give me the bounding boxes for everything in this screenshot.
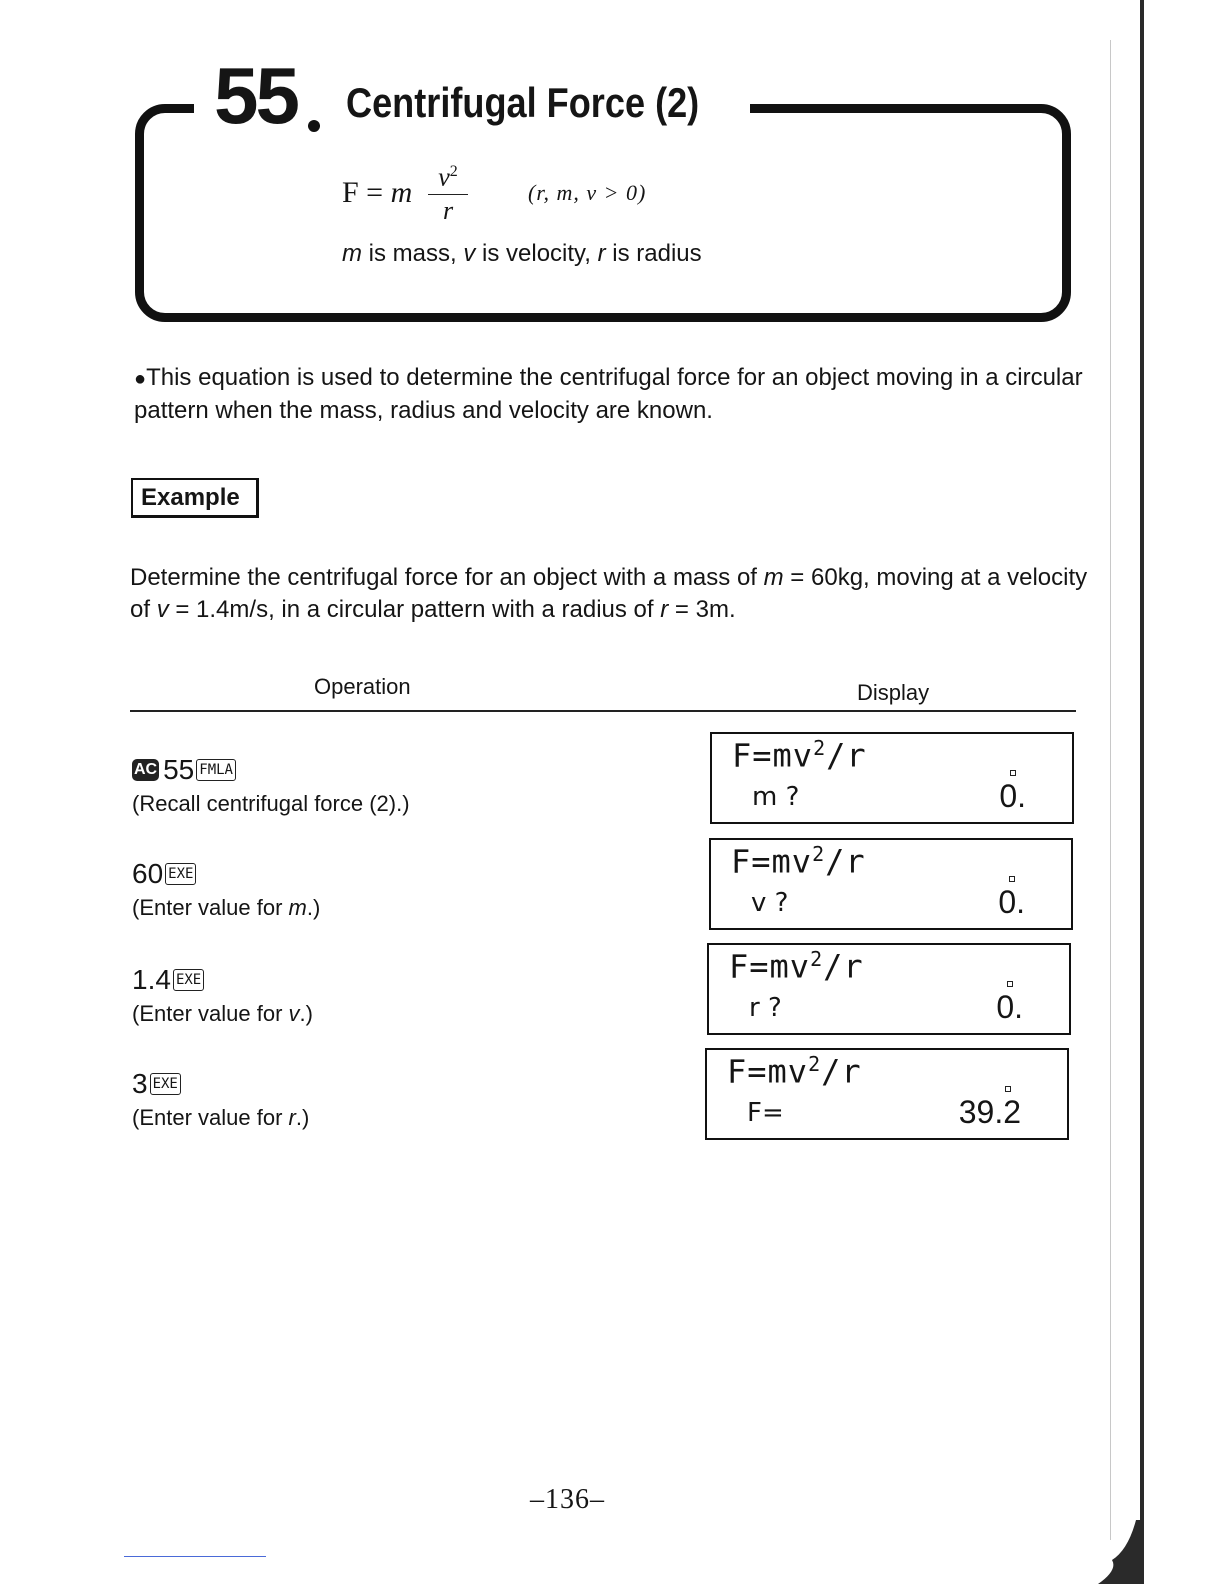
step-1-display: [710, 732, 1074, 824]
page-curl-shadow: [1098, 1520, 1142, 1584]
step-3-note: (Enter value for v.): [132, 1001, 313, 1026]
lcd-indicator-icon: [1010, 770, 1016, 776]
lcd-prompt: r ?: [749, 993, 782, 1023]
step-1-operation: [132, 754, 410, 818]
step-4-input: 3: [132, 1068, 148, 1099]
section-title: Centrifugal Force (2): [346, 79, 700, 126]
lcd-indicator-icon: [1005, 1086, 1011, 1092]
column-header-display: Display: [857, 680, 930, 705]
lcd-prompt: m ?: [752, 782, 800, 812]
lcd-prompt: v ?: [751, 888, 789, 918]
lcd-indicator-icon: [1009, 876, 1015, 882]
lcd-value: 0.: [996, 989, 1023, 1025]
variable-legend: m is mass, v is velocity, r is radius: [342, 240, 702, 267]
formula-condition: (r, m, v > 0): [528, 180, 647, 205]
step-1-note: (Recall centrifugal force (2).): [132, 791, 410, 816]
lcd-formula: $F=mv^2/r$: [731, 842, 866, 881]
lcd-formula: $F=mv^2/r$: [727, 1052, 862, 1091]
lcd-value: 39.2: [958, 1094, 1021, 1130]
fraction-bar: [428, 194, 468, 195]
step-3-keys: [132, 964, 313, 996]
example-problem: Determine the centrifugal force for an object with a mass of m = 60kg, moving at a velocity of v = 1.4m/s, in a circular pattern with a radius of r = 3m.: [130, 564, 1088, 623]
page-number: –136–: [530, 1484, 605, 1515]
page-fold-line: [1110, 40, 1111, 1540]
formula-lhs: F = m: [342, 176, 413, 209]
step-3-display: [707, 943, 1071, 1035]
fmla-key: FMLA: [196, 759, 236, 781]
section-number: 55: [214, 51, 297, 140]
step-3-operation: [132, 964, 313, 1028]
step-4-operation: [132, 1068, 309, 1132]
ac-key: AC: [132, 759, 159, 781]
lcd-prompt: F=: [747, 1098, 784, 1128]
lcd-value: 0.: [998, 884, 1025, 920]
formula-denominator: r: [442, 195, 454, 225]
step-1-input: 55: [163, 754, 195, 785]
table-header-rule: [130, 710, 1076, 712]
formula-fraction: [428, 158, 468, 225]
formula-numerator: $v^2$: [438, 162, 458, 192]
exe-key: EXE: [173, 969, 204, 991]
step-2-input: 60: [132, 858, 164, 889]
step-2-keys: [132, 858, 320, 890]
lcd-formula: $F=mv^2/r$: [732, 736, 867, 775]
step-2-note: (Enter value for m.): [132, 895, 321, 920]
step-4-keys: [132, 1068, 309, 1100]
step-4-note: (Enter value for r.): [132, 1105, 310, 1130]
step-2-display: [709, 838, 1073, 930]
lcd-value: 0.: [999, 778, 1026, 814]
exe-key: EXE: [165, 863, 196, 885]
page-edge: [1140, 0, 1144, 1584]
bullet-icon: ●: [134, 368, 147, 390]
step-3-input: 1.4: [132, 964, 171, 995]
lcd-indicator-icon: [1007, 981, 1013, 987]
example-label: Example: [131, 478, 259, 518]
description: ●This equation is used to determine the centrifugal force for an object moving in a circular pattern when the mass, radius and velocity are known.: [134, 364, 1083, 424]
lcd-formula: $F=mv^2/r$: [729, 947, 864, 986]
column-header-operation: Operation: [314, 674, 411, 699]
footer-rule: [124, 1556, 266, 1557]
step-2-operation: [132, 858, 320, 922]
section-number-dot: [308, 120, 320, 132]
step-4-display: [705, 1048, 1069, 1140]
step-1-keys: [132, 754, 410, 786]
exe-key: EXE: [150, 1073, 181, 1095]
